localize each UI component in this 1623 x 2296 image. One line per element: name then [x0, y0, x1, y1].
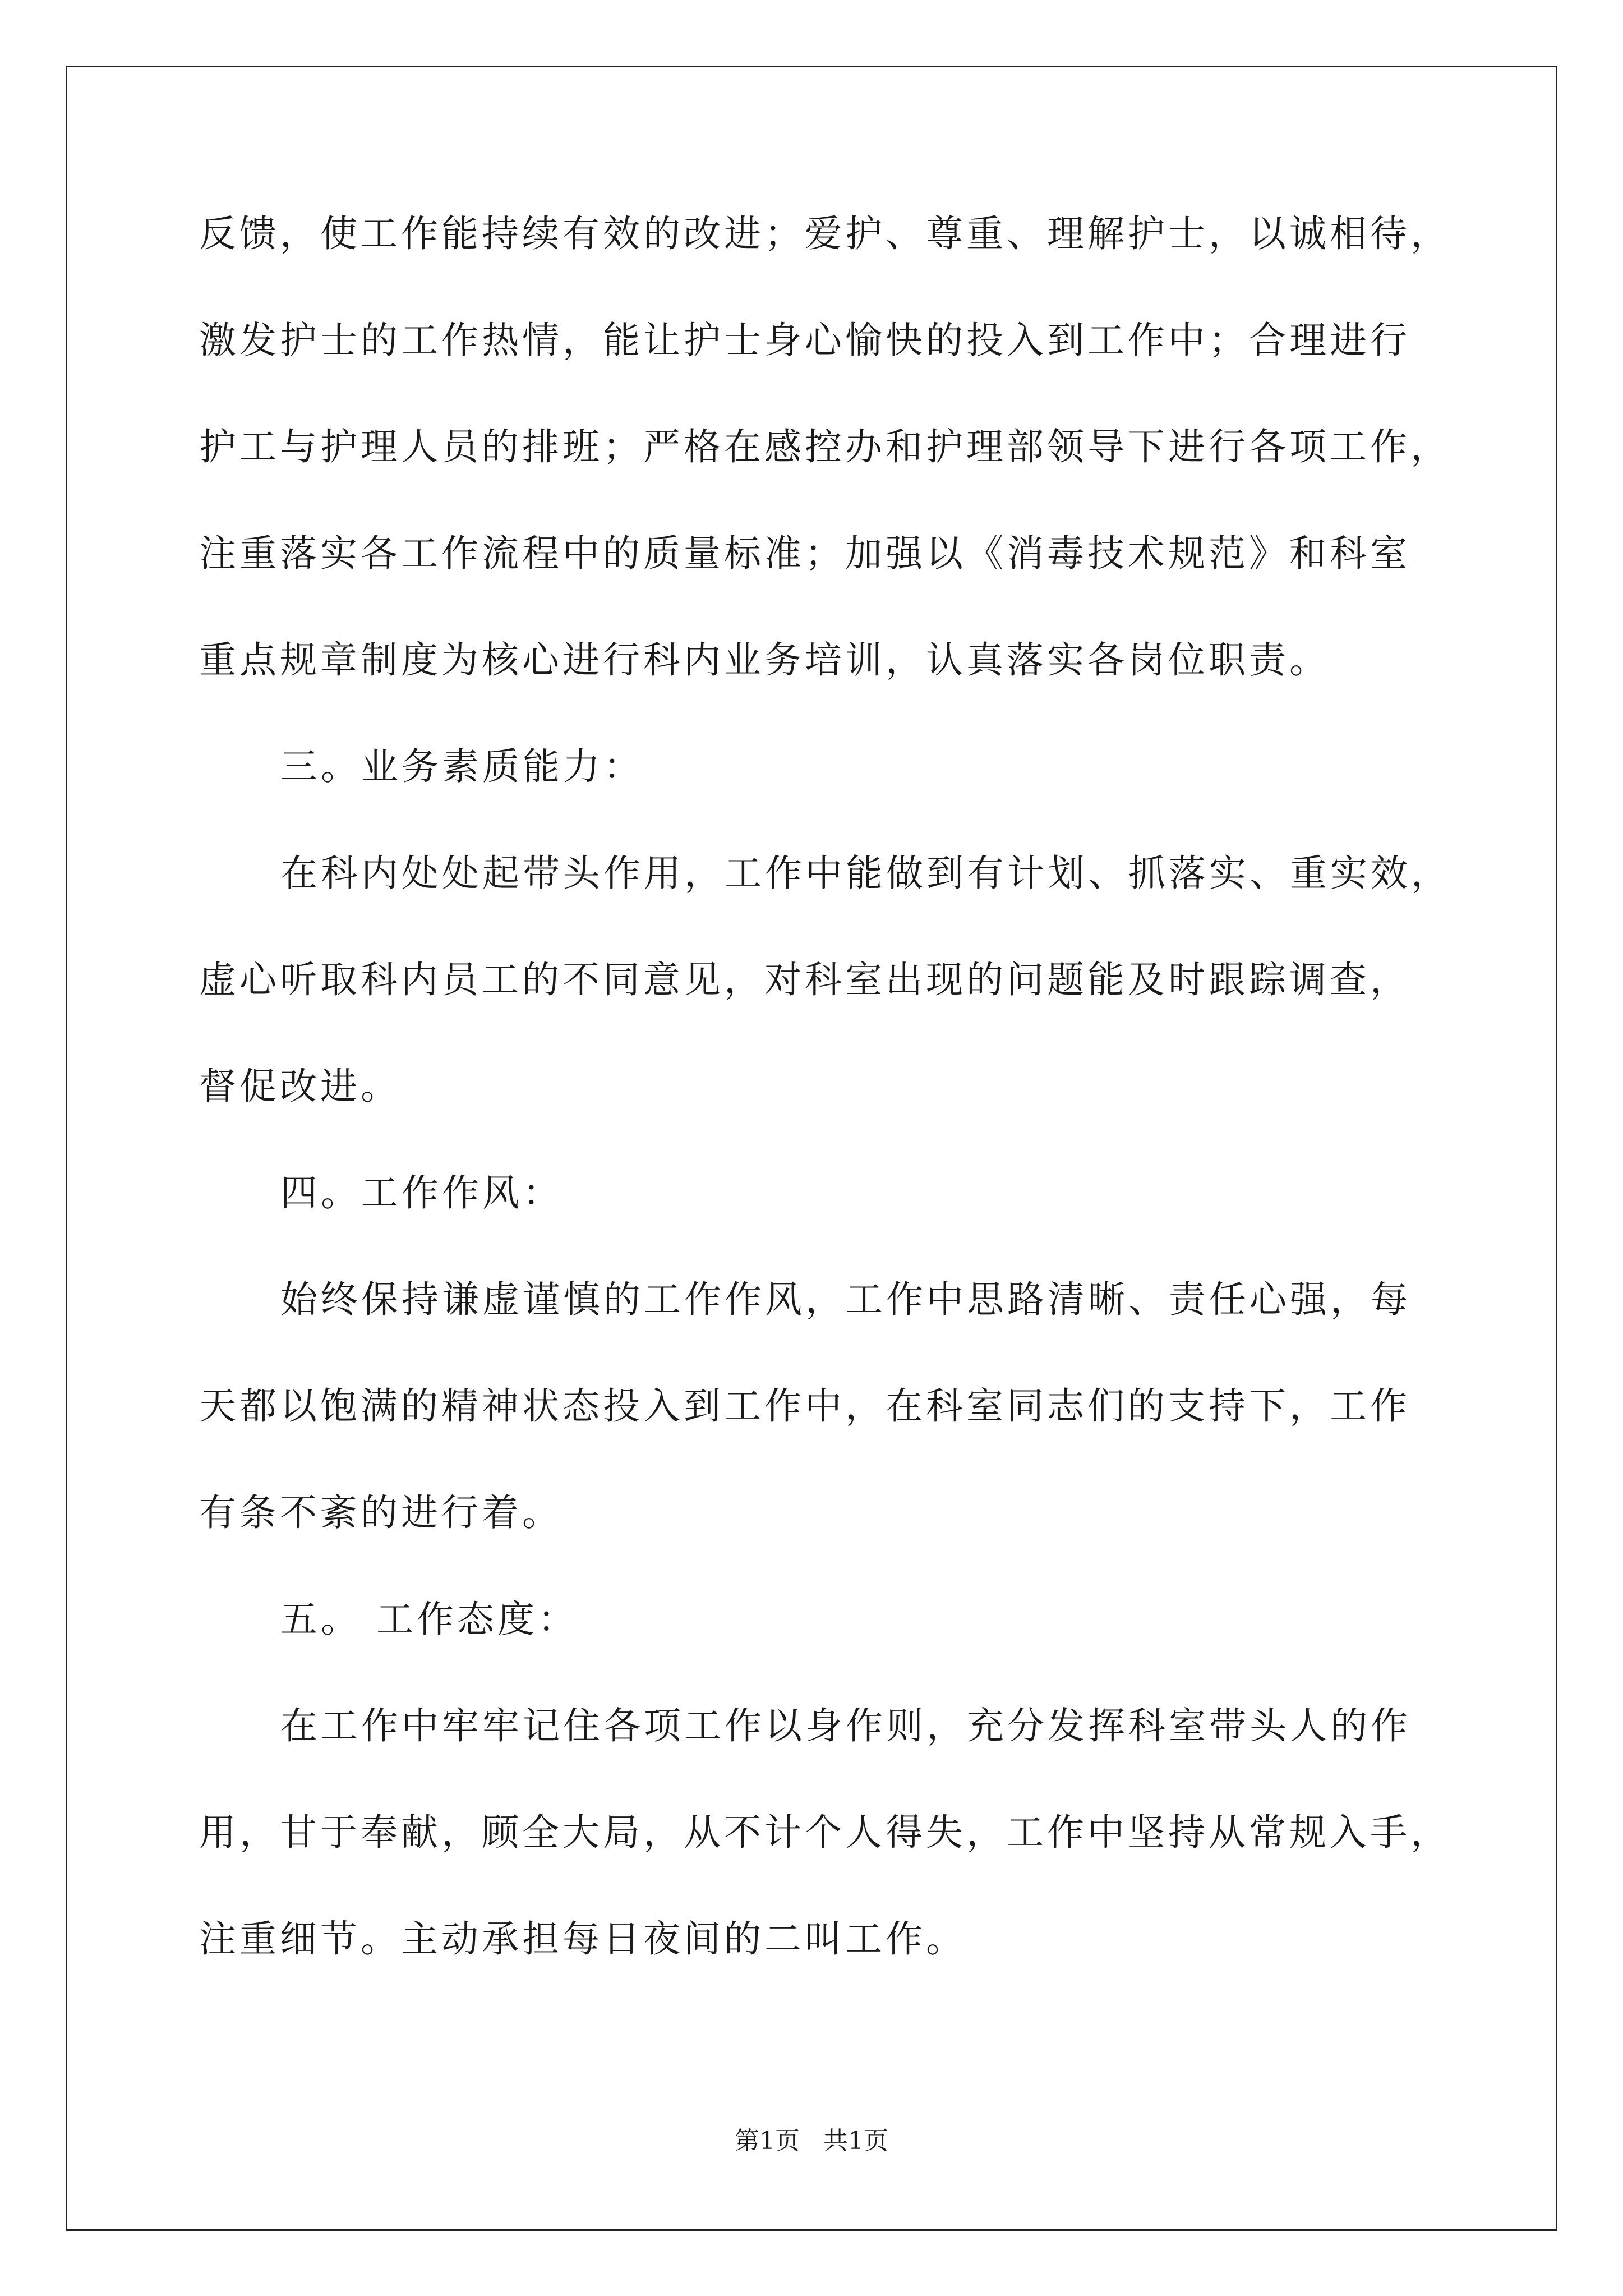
page-number-footer: 第1页 共1页 — [735, 2127, 888, 2155]
paragraph-line: 用，甘于奉献，顾全大局，从不计个人得失，工作中坚持从常规入手， — [199, 1811, 1451, 1854]
paragraph-line: 重点规章制度为核心进行科内业务培训，认真落实各岗位职责。 — [199, 638, 1330, 682]
paragraph-line: 护工与护理人员的排班；严格在感控办和护理部领导下进行各项工作， — [199, 425, 1451, 468]
paragraph-line: 注重落实各工作流程中的质量标准；加强以《消毒技术规范》和科室 — [199, 532, 1410, 575]
paragraph-line: 天都以饱满的精神状态投入到工作中，在科室同志们的支持下，工作 — [199, 1384, 1410, 1428]
section-heading-3: 三。业务素质能力： — [280, 745, 644, 788]
paragraph-line: 激发护士的工作热情，能让护士身心愉快的投入到工作中；合理进行 — [199, 319, 1410, 362]
paragraph-line: 注重细节。主动承担每日夜间的二叫工作。 — [199, 1917, 966, 1961]
document-body — [199, 181, 1451, 1993]
paragraph-line: 有条不紊的进行着。 — [199, 1491, 562, 1534]
paragraph-line: 在工作中牢牢记住各项工作以身作则，充分发挥科室带头人的作 — [280, 1704, 1411, 1747]
paragraph-line: 反馈，使工作能持续有效的改进；爱护、尊重、理解护士，以诚相待， — [199, 212, 1451, 255]
paragraph-line: 督促改进。 — [199, 1065, 401, 1108]
paragraph-line: 在科内处处起带头作用，工作中能做到有计划、抓落实、重实效， — [280, 852, 1451, 895]
section-heading-5: 五。 工作态度： — [280, 1598, 578, 1641]
paragraph-line: 虚心听取科内员工的不同意见，对科室出现的问题能及时跟踪调查， — [199, 958, 1410, 1001]
paragraph-line: 始终保持谦虚谨慎的工作作风，工作中思路清晰、责任心强，每 — [280, 1278, 1411, 1321]
section-heading-4: 四。工作作风： — [280, 1171, 563, 1214]
